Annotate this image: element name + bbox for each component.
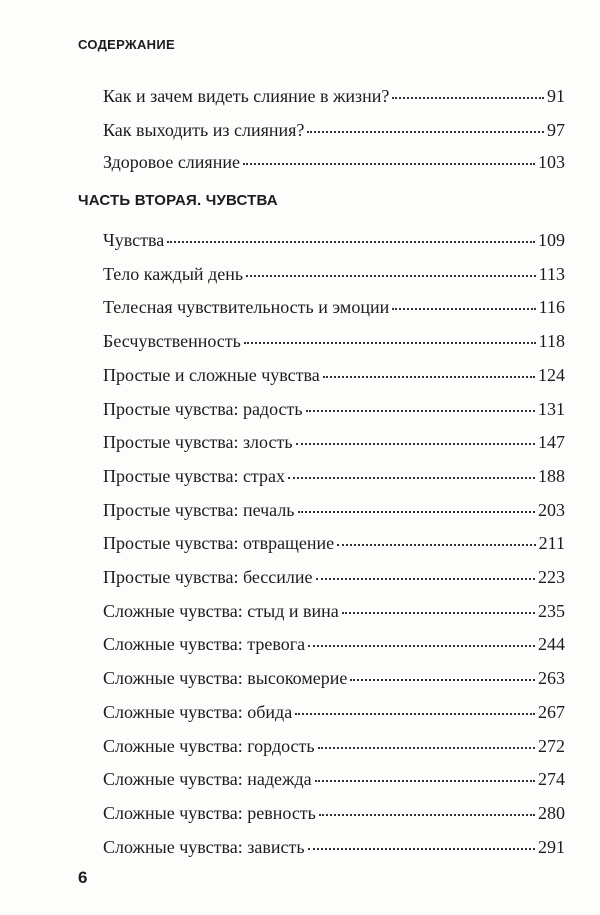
toc-entry	[103, 532, 565, 554]
toc-entry-page: 235	[538, 601, 565, 621]
dot-leader	[315, 780, 535, 782]
toc-entry-page: 131	[538, 399, 565, 419]
toc-entry-page: 223	[538, 567, 565, 587]
page-number: 6	[78, 868, 88, 887]
toc-entry	[103, 85, 565, 107]
toc-entry-title: Чувства	[103, 230, 165, 250]
dot-leader	[298, 511, 535, 513]
toc-entry	[103, 296, 565, 318]
toc-entry	[103, 465, 565, 487]
toc-entry-page: 291	[538, 837, 565, 857]
toc-entry-page: 203	[538, 500, 565, 520]
toc-entry-title: Простые чувства: печаль	[103, 500, 295, 520]
dot-leader	[246, 275, 536, 277]
toc-entry	[103, 633, 565, 655]
toc-entry	[103, 768, 565, 790]
dot-leader	[167, 241, 535, 243]
toc-entry	[103, 364, 565, 386]
toc-entry	[103, 119, 565, 141]
toc-entry	[103, 263, 565, 285]
toc-entry-page: 118	[538, 331, 565, 351]
toc-entry-title: Бесчувственность	[103, 331, 241, 351]
dot-leader	[308, 645, 535, 647]
toc-entry-title: Простые и сложные чувства	[103, 365, 320, 385]
toc-entry-title: Здоровое слияние	[103, 152, 240, 172]
dot-leader	[318, 747, 535, 749]
toc-entry-page: 91	[547, 86, 565, 106]
toc-entry-title: Сложные чувства: высокомерие	[103, 668, 348, 688]
toc-entry	[103, 735, 565, 757]
toc-entry-page: 97	[547, 120, 565, 140]
toc-entry	[103, 330, 565, 352]
toc-entry-title: Сложные чувства: ревность	[103, 803, 316, 823]
toc-entry	[103, 701, 565, 723]
toc-entry-page: 188	[538, 466, 565, 486]
toc-entry-page: 211	[538, 533, 565, 553]
dot-leader	[288, 477, 535, 479]
toc-entry-page: 267	[538, 702, 565, 722]
toc-entry-title: Сложные чувства: зависть	[103, 837, 305, 857]
running-head: СОДЕРЖАНИЕ	[78, 37, 175, 52]
toc-entry	[103, 836, 565, 858]
toc-entry-title: Как и зачем видеть слияние в жизни?	[103, 86, 390, 106]
dot-leader	[306, 410, 535, 412]
toc-entry-page: 274	[538, 769, 565, 789]
toc-entry	[103, 566, 565, 588]
toc-entry-title: Простые чувства: бессилие	[103, 567, 313, 587]
dot-leader	[243, 163, 535, 165]
toc-entry	[103, 431, 565, 453]
dot-leader	[319, 814, 535, 816]
toc-entry-title: Сложные чувства: стыд и вина	[103, 601, 339, 621]
toc-entry-title: Как выходить из слияния?	[103, 120, 305, 140]
toc-entry-title: Простые чувства: радость	[103, 399, 303, 419]
dot-leader	[316, 578, 535, 580]
toc-entry	[103, 229, 565, 251]
dot-leader	[337, 544, 535, 546]
dot-leader	[392, 308, 535, 310]
toc-entry-title: Тело каждый день	[103, 264, 244, 284]
dot-leader	[296, 443, 535, 445]
section-heading-part-two: ЧАСТЬ ВТОРАЯ. ЧУВСТВА	[78, 192, 278, 209]
toc-entry	[103, 802, 565, 824]
dot-leader	[307, 131, 544, 133]
dot-leader	[342, 612, 535, 614]
dot-leader	[392, 97, 544, 99]
toc-entry-title: Сложные чувства: тревога	[103, 634, 306, 654]
toc-entry-title: Телесная чувствительность и эмоции	[103, 297, 390, 317]
toc-entry-title: Сложные чувства: гордость	[103, 736, 315, 756]
dot-leader	[308, 848, 535, 850]
toc-entry-page: 109	[538, 230, 565, 250]
toc-entry-page: 263	[538, 668, 565, 688]
toc-entry-page: 280	[538, 803, 565, 823]
toc-entry-title: Простые чувства: отвращение	[103, 533, 335, 553]
toc-entry-page: 113	[538, 264, 565, 284]
toc-entry-page: 116	[538, 297, 565, 317]
toc-entry	[103, 398, 565, 420]
dot-leader	[350, 679, 535, 681]
toc-entry-page: 272	[538, 736, 565, 756]
dot-leader	[323, 376, 535, 378]
toc-entry	[103, 499, 565, 521]
toc-entry-page: 244	[538, 634, 565, 654]
dot-leader	[295, 713, 535, 715]
toc-entry-title: Простые чувства: злость	[103, 432, 293, 452]
dot-leader	[244, 342, 536, 344]
toc-entry	[103, 151, 565, 173]
toc-entry-title: Простые чувства: страх	[103, 466, 286, 486]
toc-entry-page: 147	[538, 432, 565, 452]
toc-entry-title: Сложные чувства: обида	[103, 702, 293, 722]
toc-entry-title: Сложные чувства: надежда	[103, 769, 312, 789]
toc-entry-page: 124	[538, 365, 565, 385]
toc-entry	[103, 600, 565, 622]
toc-entry-page: 103	[538, 152, 565, 172]
toc-entry	[103, 667, 565, 689]
